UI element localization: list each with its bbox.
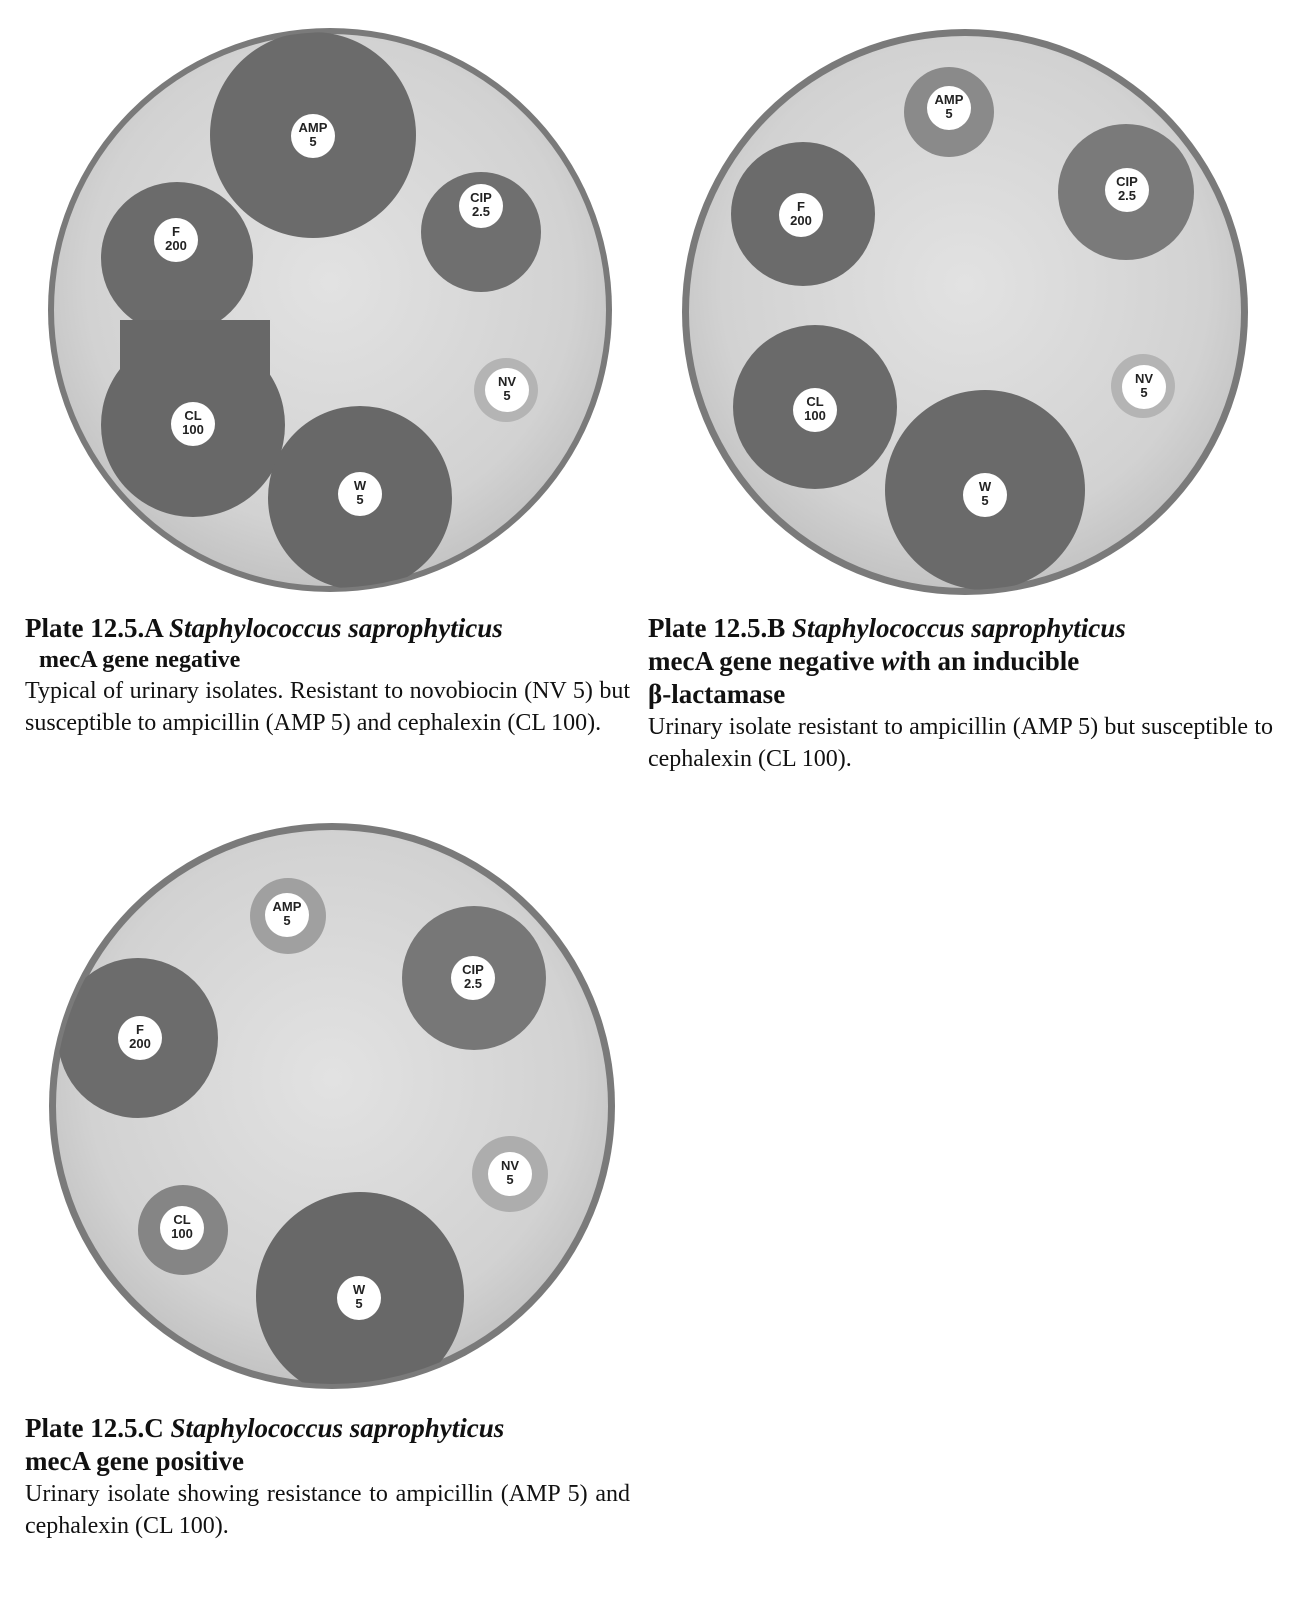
disk-cip xyxy=(459,184,503,228)
svg-text:200: 200 xyxy=(165,238,187,253)
disk-f xyxy=(154,218,198,262)
disk-nv xyxy=(485,368,529,412)
disk-amp xyxy=(291,114,335,158)
svg-text:5: 5 xyxy=(506,1172,514,1187)
svg-text:CL: CL xyxy=(173,1212,191,1227)
disk-w xyxy=(963,473,1007,517)
svg-text:W: W xyxy=(978,479,992,494)
gene-status-prefix: mecA gene negative xyxy=(648,646,882,676)
disk-f xyxy=(779,193,823,237)
caption-description: Typical of urinary isolates. Resistant to novobiocin (NV 5) but susceptible to ampicillin (AMP 5) and cephalexin (CL 100). xyxy=(25,678,630,736)
svg-text:200: 200 xyxy=(790,213,812,228)
organism-name: Staphylococcus saprophyticus xyxy=(170,1413,505,1443)
svg-text:CIP: CIP xyxy=(470,190,492,205)
svg-text:5: 5 xyxy=(945,106,953,121)
svg-text:W: W xyxy=(352,1282,366,1297)
svg-text:5: 5 xyxy=(355,1296,363,1311)
plate-number: Plate 12.5.A xyxy=(25,613,163,643)
plate-a-photo xyxy=(40,20,640,600)
svg-text:NV: NV xyxy=(500,1158,520,1173)
disk-w xyxy=(338,472,382,516)
caption-description: Urinary isolate resistant to ampicillin (AMP 5) but susceptible to cephalexin (CL 100). xyxy=(648,714,1273,772)
svg-text:AMP: AMP xyxy=(272,899,302,914)
disk-cip xyxy=(451,956,495,1000)
svg-text:F: F xyxy=(797,199,805,214)
caption-title xyxy=(25,612,630,645)
caption-description: Urinary isolate showing resistance to ampicillin (AMP 5) and cephalexin (CL 100). xyxy=(25,1481,630,1539)
svg-text:CL: CL xyxy=(806,394,824,409)
gene-status xyxy=(648,645,1273,678)
svg-text:100: 100 xyxy=(182,422,204,437)
disk-nv xyxy=(1122,365,1166,409)
disk-cl xyxy=(171,402,215,446)
svg-text:F: F xyxy=(136,1022,144,1037)
disk-w xyxy=(337,1276,381,1320)
svg-text:5: 5 xyxy=(981,493,989,508)
svg-text:NV: NV xyxy=(497,374,517,389)
svg-text:5: 5 xyxy=(356,492,364,507)
svg-text:5: 5 xyxy=(503,388,511,403)
svg-text:5: 5 xyxy=(309,134,317,149)
plate-b-photo xyxy=(665,20,1275,600)
svg-text:CIP: CIP xyxy=(462,962,484,977)
disk-cl xyxy=(793,388,837,432)
gene-status: mecA gene positive xyxy=(25,1446,244,1476)
caption-title xyxy=(25,1412,630,1445)
svg-text:100: 100 xyxy=(804,408,826,423)
svg-text:2.5: 2.5 xyxy=(1117,188,1137,203)
disk-nv xyxy=(488,1152,532,1196)
gene-status-italic: wi xyxy=(881,646,907,676)
svg-text:AMP: AMP xyxy=(934,92,964,107)
svg-text:100: 100 xyxy=(171,1226,193,1241)
svg-text:AMP: AMP xyxy=(298,120,328,135)
disk-cip xyxy=(1105,168,1149,212)
disk-amp xyxy=(265,893,309,937)
caption-plate-a xyxy=(25,612,630,739)
gene-status-line2: β-lactamase xyxy=(648,679,786,709)
svg-text:F: F xyxy=(172,224,180,239)
plate-number: Plate 12.5.C xyxy=(25,1413,164,1443)
plate-c-photo xyxy=(30,818,640,1398)
svg-text:NV: NV xyxy=(1134,371,1154,386)
svg-text:CL: CL xyxy=(184,408,202,423)
svg-text:2.5: 2.5 xyxy=(463,976,483,991)
svg-text:CIP: CIP xyxy=(1116,174,1138,189)
caption-plate-b xyxy=(648,612,1273,775)
svg-text:5: 5 xyxy=(1140,385,1148,400)
plate-number: Plate 12.5.B xyxy=(648,613,786,643)
svg-text:5: 5 xyxy=(283,913,291,928)
caption-plate-c xyxy=(25,1412,630,1542)
organism-name: Staphylococcus saprophyticus xyxy=(168,613,503,643)
svg-text:200: 200 xyxy=(129,1036,151,1051)
disk-cl xyxy=(160,1206,204,1250)
disk-f xyxy=(118,1016,162,1060)
organism-name: Staphylococcus saprophyticus xyxy=(791,613,1126,643)
gene-status: mecA gene negative xyxy=(39,647,241,673)
svg-text:W: W xyxy=(353,478,367,493)
svg-text:2.5: 2.5 xyxy=(471,204,491,219)
gene-status-suffix: th an inducible xyxy=(906,646,1080,676)
caption-title xyxy=(648,612,1273,645)
disk-amp xyxy=(927,86,971,130)
